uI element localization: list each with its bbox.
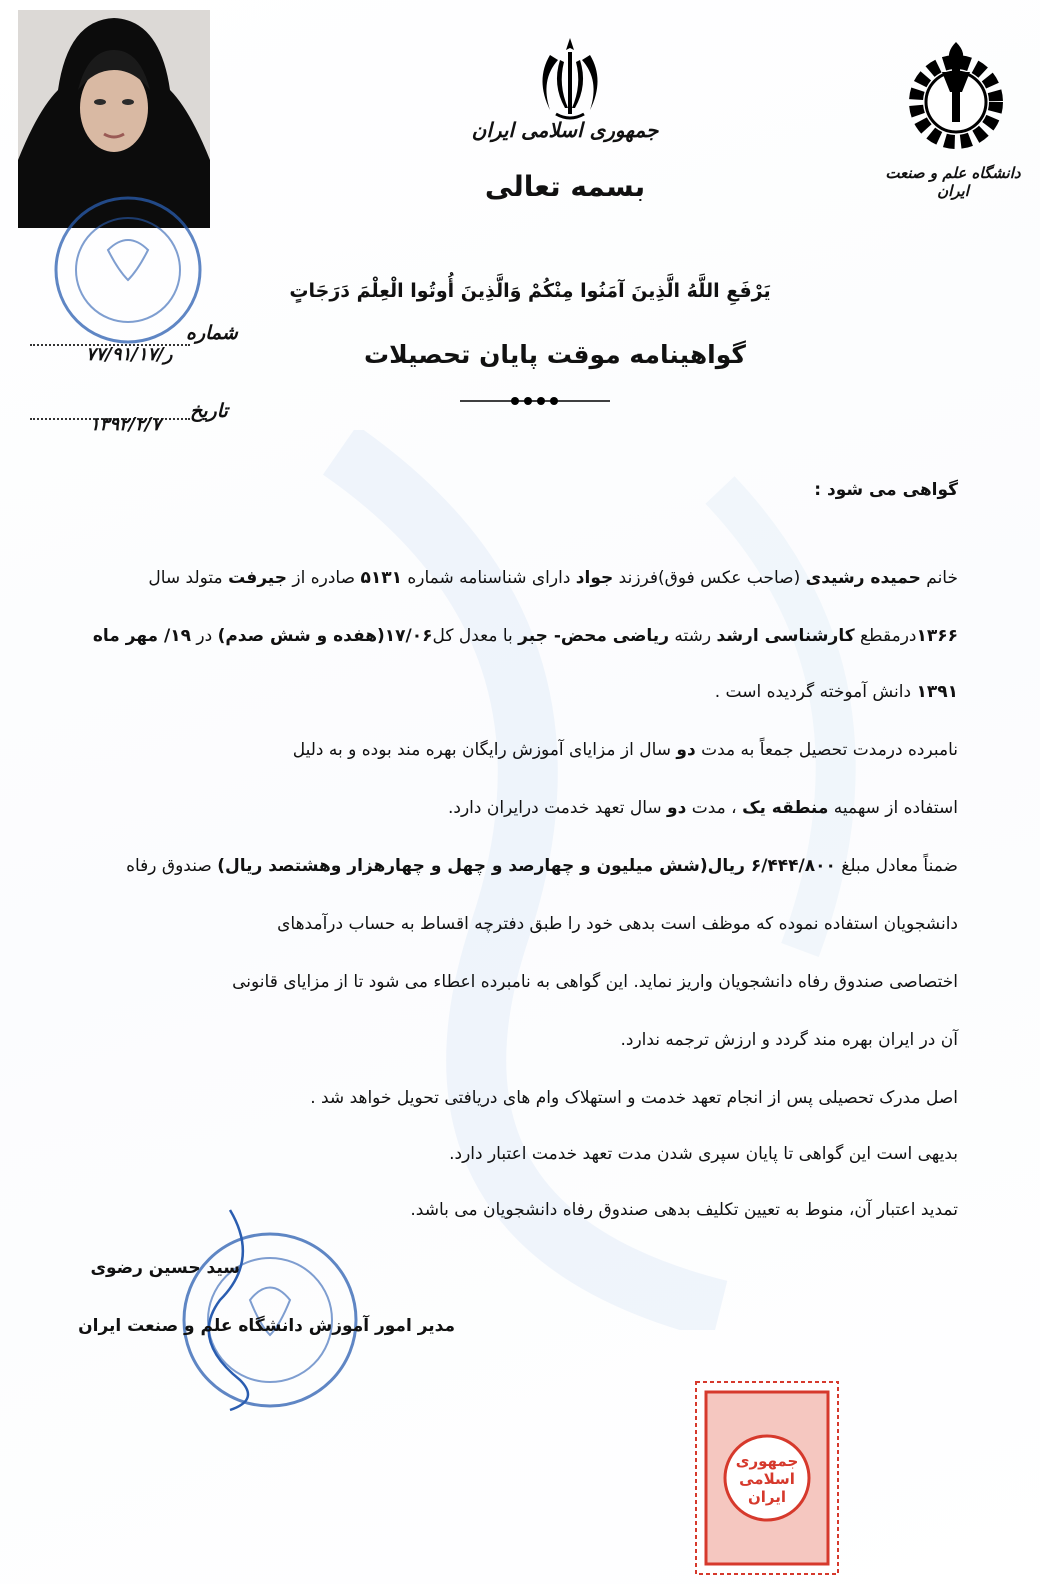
revenue-stamp-text: جمهوری اسلامی ایران [735,1452,799,1506]
loan-amount: ۶/۴۴۴/۸۰۰ ریال(شش میلیون و چهارصد و چهل و چهارهزار وهشتصد ریال) [217,856,836,876]
father-name: جواد [575,568,614,588]
body-line-1: خانم حمیده رشیدی (صاحب عکس فوق)فرزند جواد دارای شناسنامه شماره ۵۱۳۱ صادره از جیرفت متولد سال [148,568,958,588]
body-line-8: اختصاصی صندوق رفاه دانشجویان واریز نماید. این گواهی به نامبرده اعطاء می شود تا از مزایای قانونی [232,972,958,992]
body-line-10: اصل مدرک تحصیلی پس از انجام تعهد خدمت و استهلاک وام های دریافتی تحویل خواهد شد . [310,1088,958,1108]
signatory-title: مدیر امور آموزش دانشگاه علم و صنعت ایران [78,1316,455,1336]
body-line-9: آن در ایران بهره مند گردد و ارزش ترجمه ندارد. [620,1030,958,1050]
bismillah-heading: بسمه تعالی [484,170,646,203]
reference-date: ۱۳۹۲/۲/۷ [90,414,162,435]
title-ornament [460,393,610,409]
handwritten-signature [170,1200,290,1420]
university-logo [878,40,1028,200]
id-number: ۵۱۳۱ [360,568,402,588]
birth-year: ۱۳۶۶ [916,626,958,646]
revenue-stamp [692,1378,842,1578]
body-line-5: استفاده از سهمیه منطقه یک ، مدت دو سال تعهد خدمت درایران دارد. [448,798,958,818]
reference-number: ۷۷/۹۱/۱۷/ر [86,344,173,365]
signatory-name: سید حسین رضوی [90,1258,240,1278]
quran-verse: يَرْفَعِ اللَّهُ الَّذِينَ آمَنُوا مِنْكُمْ وَالَّذِينَ أُوتُوا الْعِلْمَ دَرَجَاتٍ [289,280,771,302]
iran-emblem-icon [520,30,620,130]
birthplace: جیرفت [228,568,287,588]
graduation-year: ۱۳۹۱ [916,682,958,702]
degree: کارشناسی ارشد [716,626,855,646]
university-logo-text: دانشگاه علم و صنعت ایران [885,164,1021,200]
field-of-study: ریاضی محض- جبر [518,626,669,646]
background-watermark [300,430,1000,1330]
body-line-2: ۱۳۶۶درمقطع کارشناسی ارشد رشته ریاضی محض- جبر با معدل کل۱۷/۰۶(هفده و شش صدم) در ۱۹/ مهر ماه [92,626,958,646]
body-line-7: دانشجویان استفاده نموده که موظف است بدهی خود را طبق دفترچه اقساط به حساب درآمدهای [277,914,958,934]
document-title: گواهینامه موقت پایان تحصیلات [364,340,746,369]
country-name: جمهوری اسلامی ایران [471,118,659,142]
body-line-11: بدیهی است این گواهی تا پایان سپری شدن مدت تعهد خدمت اعتبار دارد. [449,1144,958,1164]
graduation-date: ۱۹/ مهر ماه [92,626,191,646]
gear-torch-icon [878,40,1028,160]
body-line-3: ۱۳۹۱ دانش آموخته گردیده است . [714,682,958,702]
gpa: ۱۷/۰۶(هفده و شش صدم) [217,626,433,646]
number-label: شماره [186,322,238,344]
certificate-heading: گواهی می شود : [814,480,958,500]
student-name: حمیده رشیدی [805,568,921,588]
quota: منطقه یک [742,798,829,818]
body-line-6: ضمناً معادل مبلغ ۶/۴۴۴/۸۰۰ ریال(شش میلیون و چهارصد و چهل و چهارهزار وهشتصد ریال) صندوق رفاه [126,856,958,876]
body-line-12: تمدید اعتبار آن، منوط به تعیین تکلیف بدهی صندوق رفاه دانشجویان می باشد. [410,1200,958,1220]
date-label: تاریخ [190,400,228,422]
body-line-4: نامبرده درمدت تحصیل جمعاً به مدت دو سال از مزایای آموزش رایگان بهره مند بوده و به دلیل [292,740,958,760]
